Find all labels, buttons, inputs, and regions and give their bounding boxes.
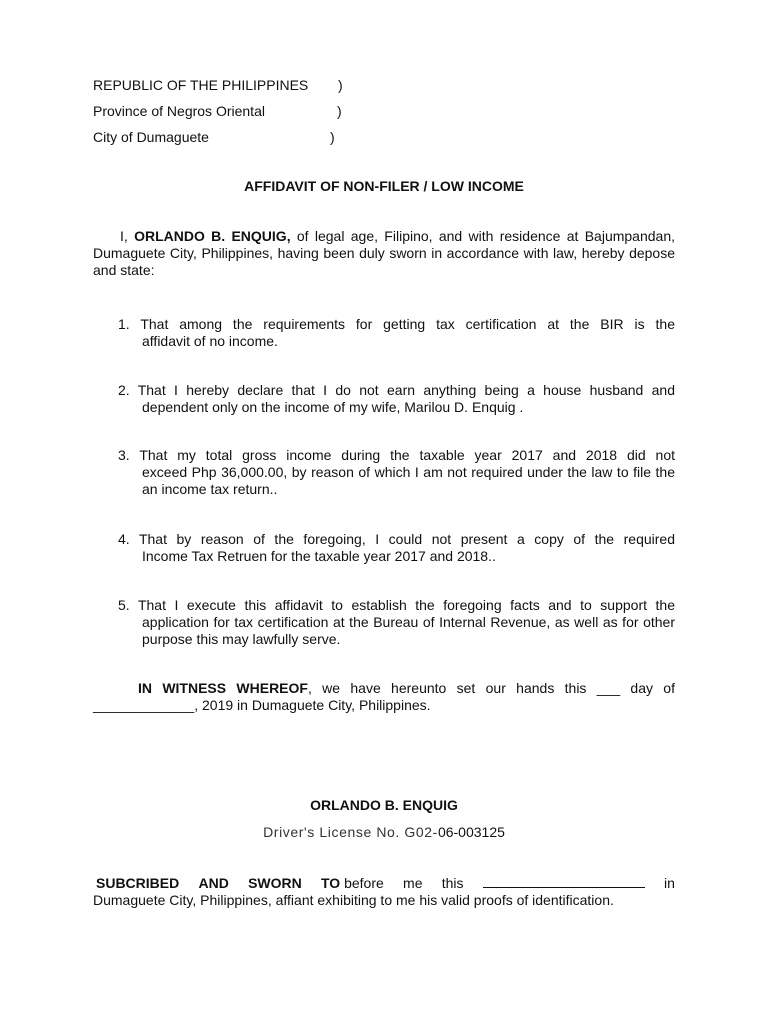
jurat-second-line: Dumaguete City, Philippines, affiant exhibiting to me his valid proofs of identification. (93, 892, 614, 908)
jurat-word: in (664, 875, 675, 891)
jurat-word: SWORN (248, 875, 302, 891)
jurat-word: before (344, 875, 384, 891)
witness-paragraph (93, 680, 675, 714)
item-continuation: dependent only on the income of my wife, Marilou D. Enquig . (142, 399, 524, 415)
jurat-word: AND (198, 875, 229, 891)
witness-text: , we have hereunto set our hands this ___ day of _____________, 2019 in Dumaguete City, Philippines. (93, 680, 675, 713)
statement-item-4 (93, 531, 675, 565)
item-first-line: 2. That I hereby declare that I do not earn anything being a house husband and (118, 382, 675, 398)
jurat-word: this (441, 875, 464, 891)
license-prefix: Driver's License No. G02- (263, 824, 438, 840)
date-blank-line (483, 875, 645, 888)
witness-heading: IN WITNESS WHEREOF (138, 680, 308, 696)
statement-item-5 (93, 597, 675, 648)
venue-paren: ) (338, 77, 343, 93)
intro-text: of legal age, Filipino, and with residence at Bajumpandan, Dumaguete City, Philippines, having been duly sworn in accordance with law, hereby depose and state: (93, 228, 675, 278)
item-first-line: 5. That I execute this affidavit to establish the foregoing facts and to support the (118, 597, 675, 613)
item-continuation: exceed Php 36,000.00, by reason of which I am not required under the law to file the an income tax return.. (142, 464, 675, 497)
document-title: AFFIDAVIT OF NON-FILER / LOW INCOME (244, 178, 524, 194)
affiant-name: ORLANDO B. ENQUIG, (134, 228, 291, 244)
item-continuation: Income Tax Retruen for the taxable year 2017 and 2018.. (142, 548, 496, 564)
license-number: 06-003125 (437, 824, 505, 840)
statement-item-2 (93, 382, 675, 416)
statement-item-3 (93, 447, 675, 498)
item-first-line: 3. That my total gross income during the taxable year 2017 and 2018 did not (118, 447, 675, 463)
intro-prefix: I, (120, 228, 135, 244)
item-first-line: 4. That by reason of the foregoing, I could not present a copy of the required (118, 531, 675, 547)
venue-city: City of Dumaguete (93, 129, 209, 145)
jurat-word: SUBCRIBED (96, 875, 180, 891)
venue-city-line (93, 129, 393, 155)
intro-paragraph (93, 228, 675, 279)
jurat-first-line (93, 875, 675, 892)
venue-country: REPUBLIC OF THE PHILIPPINES (93, 77, 309, 93)
jurat-paragraph (93, 875, 675, 909)
venue-province: Province of Negros Oriental (93, 103, 265, 119)
license-line (0, 824, 768, 841)
jurat-word: me (403, 875, 423, 891)
jurat-word-group (321, 875, 384, 892)
item-first-line: 1. That among the requirements for getting tax certification at the BIR is the (118, 316, 675, 332)
venue-paren: ) (337, 103, 342, 119)
venue-paren: ) (330, 129, 335, 145)
statement-item-1 (93, 316, 675, 350)
venue-country-line (93, 77, 393, 103)
venue-block (93, 77, 393, 155)
venue-province-line (93, 103, 393, 129)
item-continuation: application for tax certification at the Bureau of Internal Revenue, as well as for other purpose this may lawfully serve. (142, 614, 675, 647)
item-continuation: affidavit of no income. (142, 333, 278, 349)
jurat-word: TO (321, 875, 341, 891)
signatory-name: ORLANDO B. ENQUIG (310, 797, 458, 813)
